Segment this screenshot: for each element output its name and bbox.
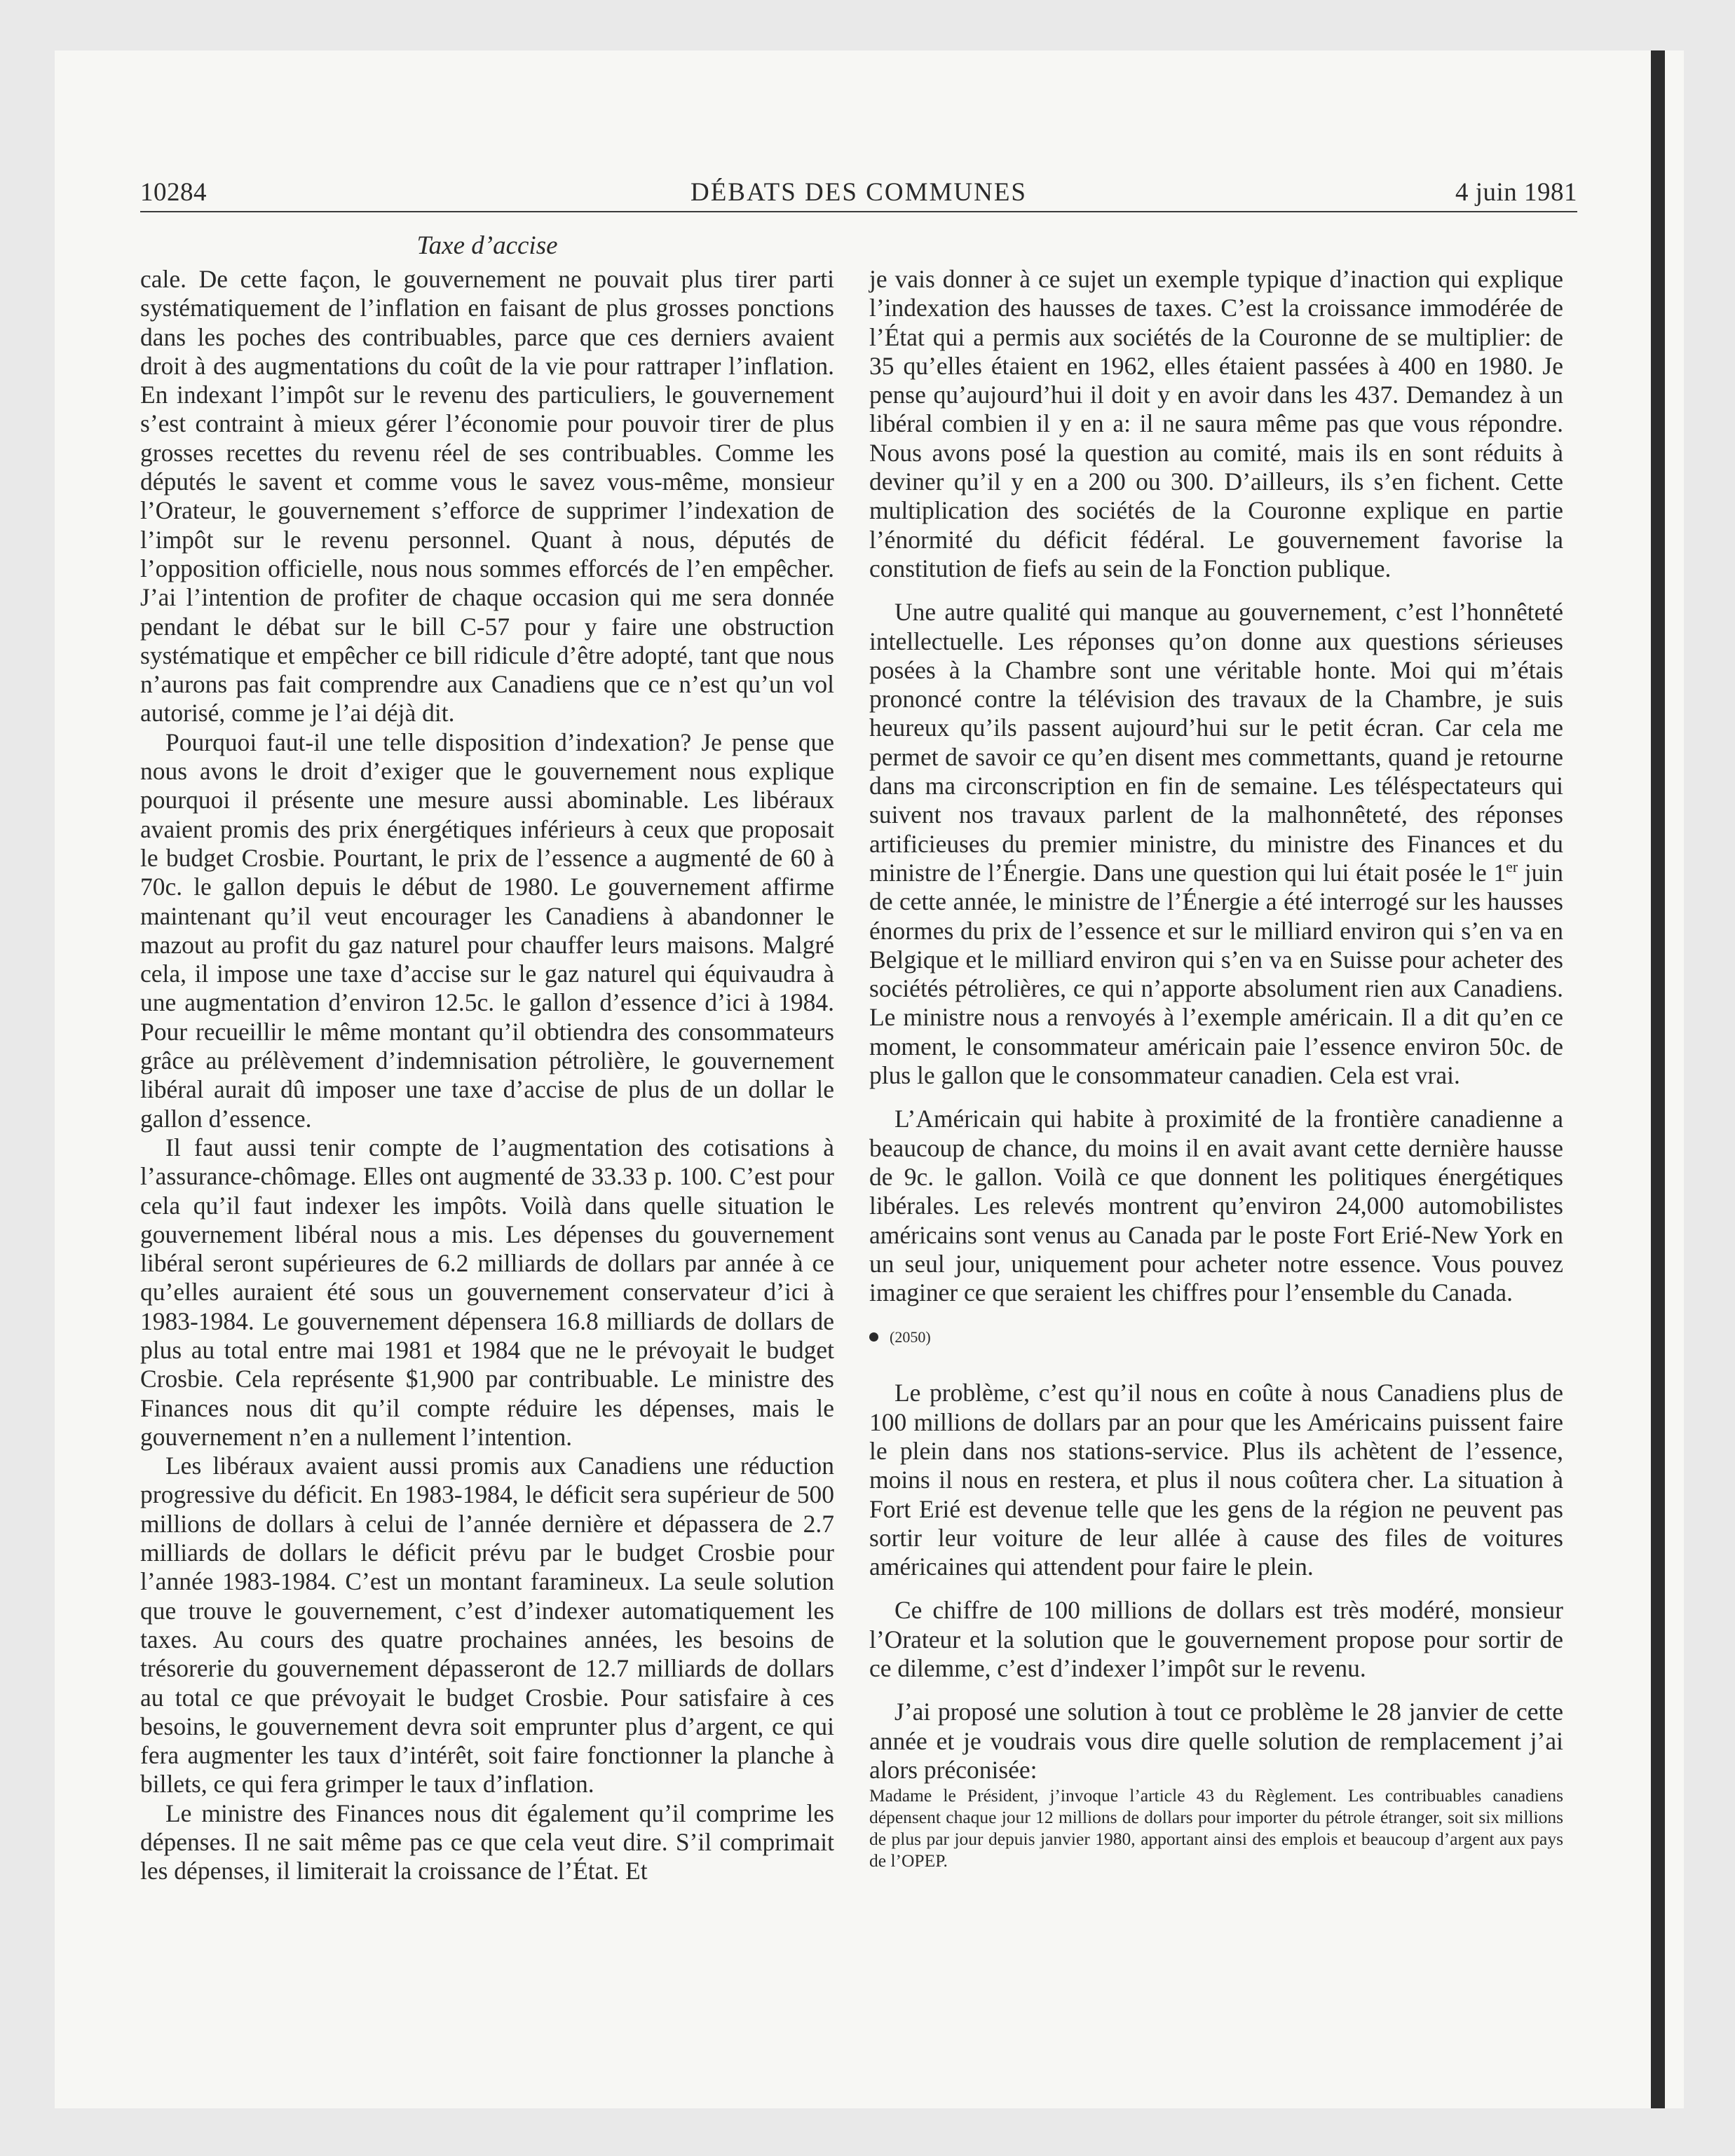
scan-edge-bar — [1651, 50, 1665, 2108]
right-column — [869, 265, 1563, 1871]
paragraph-text: juin de cette année, le ministre de l’Énergie a été interrogé sur les hausses énormes du prix de l’essence et sur le milliard environ qui s’en va en Belgique et le milliard environ qui s’en va en Suisse pour acheter des sociétés pétrolières, ce qui n’apporte absolument rien aux Canadiens. Le ministre nous a renvoyés à l’exemple américain. Il a dit qu’en ce moment, le consommateur américain paie l’essence environ 50c. de plus le gallon que le consommateur canadien. Cela est vrai. — [869, 858, 1564, 1090]
paragraph — [869, 598, 1563, 1090]
publication-date: 4 juin 1981 — [1455, 178, 1577, 207]
paragraph: Il faut aussi tenir compte de l’augmentation des cotisations à l’assurance-chômage. Elles ont augmenté de 33.33 p. 100. C’est pour cela qu’il faut indexer les impôts. Voilà dans quelle situation le gouvernement libéral nous a mis. Les dépenses du gouvernement libéral seront supérieures de 6.2 milliards de dollars par année à ce qu’elles auraient été sous un gouvernement conservateur d’ici à 1983-1984. Le gouvernement dépensera 16.8 milliards de dollars de plus au total entre mai 1981 et 1984 que ne le prévoyait le budget Crosbie. Cela représente $1,900 par contribuable. Le ministre des Finances nous dit qu’il compte réduire les dépenses, mais le gouvernement n’en a nullement l’intention. — [140, 1133, 834, 1451]
paragraph: je vais donner à ce sujet un exemple typique d’inaction qui explique l’indexation des hausses de taxes. C’est la croissance immodérée de l’État qui a permis aux sociétés de la Couronne de se multiplier: de 35 qu’elles étaient en 1962, elles étaient passées à 400 en 1980. Je pense qu’aujourd’hui il doit y en avoir dans les 437. Demandez à un libéral combien il y en a: il ne saura même pas que vous répondre. Nous avons posé la question au comité, mais ils en sont réduits à deviner qu’il y en a 200 ou 300. D’ailleurs, ils s’en fichent. Cette multiplication des sociétés de la Couronne explique en partie l’énormité du déficit fédéral. Le gouvernement favorise la constitution de fiefs au sein de la Fonction publique. — [869, 265, 1563, 582]
time-marker — [869, 1327, 1563, 1348]
publication-title: DÉBATS DES COMMUNES — [690, 178, 1027, 207]
paragraph: J’ai proposé une solution à tout ce problème le 28 janvier de cette année et je voudrais vous dire quelle solution de remplacement j’ai alors préconisée: — [869, 1698, 1563, 1784]
paragraph: Pourquoi faut-il une telle disposition d’indexation? Je pense que nous avons le droit d’exiger que le gouvernement nous explique pourquoi il présente une mesure aussi abominable. Les libéraux avaient promis des prix énergétiques inférieurs à ceux que proposait le budget Crosbie. Pourtant, le prix de l’essence a augmenté de 60 à 70c. le gallon depuis le début de 1980. Le gouvernement affirme maintenant qu’il veut encourager les Canadiens à abandonner le mazout au profit du gaz naturel pour chauffer leurs maisons. Malgré cela, il impose une taxe d’accise sur le gaz naturel qui équivaudra à une augmentation d’environ 12.5c. le gallon d’essence d’ici à 1984. Pour recueillir le même montant qu’il obtiendra des consommateurs grâce au prélèvement d’indemnisation pétrolière, le gouvernement libéral aurait dû imposer une taxe d’accise de plus de un dollar le gallon d’essence. — [140, 728, 834, 1133]
page-number: 10284 — [140, 178, 207, 207]
paragraph: L’Américain qui habite à proximité de la frontière canadienne a beaucoup de chance, du moins il en avait avant cette dernière hausse de 9c. le gallon. Voilà ce que donnent les politiques énergétiques libérales. Les relevés montrent qu’environ 24,000 automobilistes américains sont venus au Canada par le poste Fort Erié-New York en un seul jour, uniquement pour acheter notre essence. Vous pouvez imaginer ce que seraient les chiffres pour l’ensemble du Canada. — [869, 1105, 1563, 1307]
paragraph: Ce chiffre de 100 millions de dollars est très modéré, monsieur l’Orateur et la solution que le gouvernement propose pour sortir de ce dilemme, c’est d’indexer l’impôt sur le revenu. — [869, 1596, 1563, 1683]
bullet-dot-icon — [869, 1332, 878, 1342]
time-marker-text: (2050) — [890, 1328, 931, 1346]
paragraph: Le ministre des Finances nous dit également qu’il comprime les dépenses. Il ne sait même pas ce que cela veut dire. S’il comprimait les dépenses, il limiterait la croissance de l’État. Et — [140, 1799, 834, 1885]
page-header — [140, 175, 1577, 210]
paragraph: Les libéraux avaient aussi promis aux Canadiens une réduction progressive du déficit. En 1983-1984, le déficit sera supérieur de 500 millions de dollars à celui de l’année dernière et dépassera de 2.7 milliards de dollars le déficit prévu par le budget Crosbie pour l’année 1983-1984. C’est un montant faramineux. La seule solution que trouve le gouvernement, c’est d’indexer automatiquement les taxes. Au cours des quatre prochaines années, les besoins de trésorerie du gouvernement dépasseront de 12.7 milliards de dollars au total ce que prévoyait le budget Crosbie. Pour satisfaire à ces besoins, le gouvernement devra soit emprunter plus d’argent, ce qui fera augmenter les taux d’intérêt, soit faire fonctionner la planche à billets, ce qui fera grimper le taux d’inflation. — [140, 1452, 834, 1799]
paragraph: cale. De cette façon, le gouvernement ne pouvait plus tirer parti systématiquement de l’inflation en faisant de plus grosses ponctions dans les poches des contribuables, parce que ces derniers avaient droit à des augmentations du coût de la vie pour rattraper l’inflation. En indexant l’impôt sur le revenu des particuliers, le gouvernement s’est contraint à mieux gérer l’économie pour pouvoir tirer de plus grosses recettes du revenu réel de ses contribuables. Comme les députés le savent et comme vous le savez vous-même, monsieur l’Orateur, le gouvernement s’efforce de supprimer l’indexation de l’impôt sur le revenu personnel. Quant à nous, députés de l’opposition officielle, nous nous sommes efforcés de l’en empêcher. J’ai l’intention de profiter de chaque occasion qui me sera donnée pendant le débat sur le bill C-57 pour y faire une obstruction systématique et empêcher ce bill ridicule d’être adopté, tant que nous n’aurons pas fait comprendre aux Canadiens que ce n’est qu’un vol autorisé, comme je l’ai déjà dit. — [140, 265, 834, 728]
left-column — [140, 265, 834, 1886]
header-rule — [140, 211, 1577, 212]
subject-heading: Taxe d’accise — [416, 231, 558, 260]
block-quote: Madame le Président, j’invoque l’article 43 du Règlement. Les contribuables canadiens dépensent chaque jour 12 millions de dollars pour importer du pétrole étranger, soit six millions de plus par jour depuis janvier 1980, apportant ainsi des emplois et beaucoup d’argent aux pays de l’OPEP. — [869, 1785, 1563, 1871]
ordinal-superscript: er — [1506, 858, 1518, 876]
paragraph: Le problème, c’est qu’il nous en coûte à nous Canadiens plus de 100 millions de dollars par an pour que les Américains puissent faire le plein dans nos stations-service. Plus ils achètent de l’essence, moins il nous en restera, et plus il nous coûtera cher. La situation à Fort Erié est devenue telle que les gens de la région ne peuvent pas sortir leur voiture de leur allée à cause des files de voitures américaines qui attendent pour faire le plein. — [869, 1379, 1563, 1581]
paragraph-text: Une autre qualité qui manque au gouvernement, c’est l’honnêteté intellectuelle. Les réponses qu’on donne aux questions sérieuses posées à la Chambre sont une véritable honte. Moi qui m’étais prononcé contre la télévision des travaux de la Chambre, je suis heureux qu’ils passent aujourd’hui sur le petit écran. Car cela me permet de savoir ce qu’en disent mes commettants, quand je retourne dans ma circonscription en fin de semaine. Les téléspectateurs qui suivent nos travaux parlent de la malhonnêteté, des réponses artificieuses du premier ministre, du ministre des Finances et du ministre de l’Énergie. Dans une question qui lui était posée le 1 — [869, 598, 1563, 887]
